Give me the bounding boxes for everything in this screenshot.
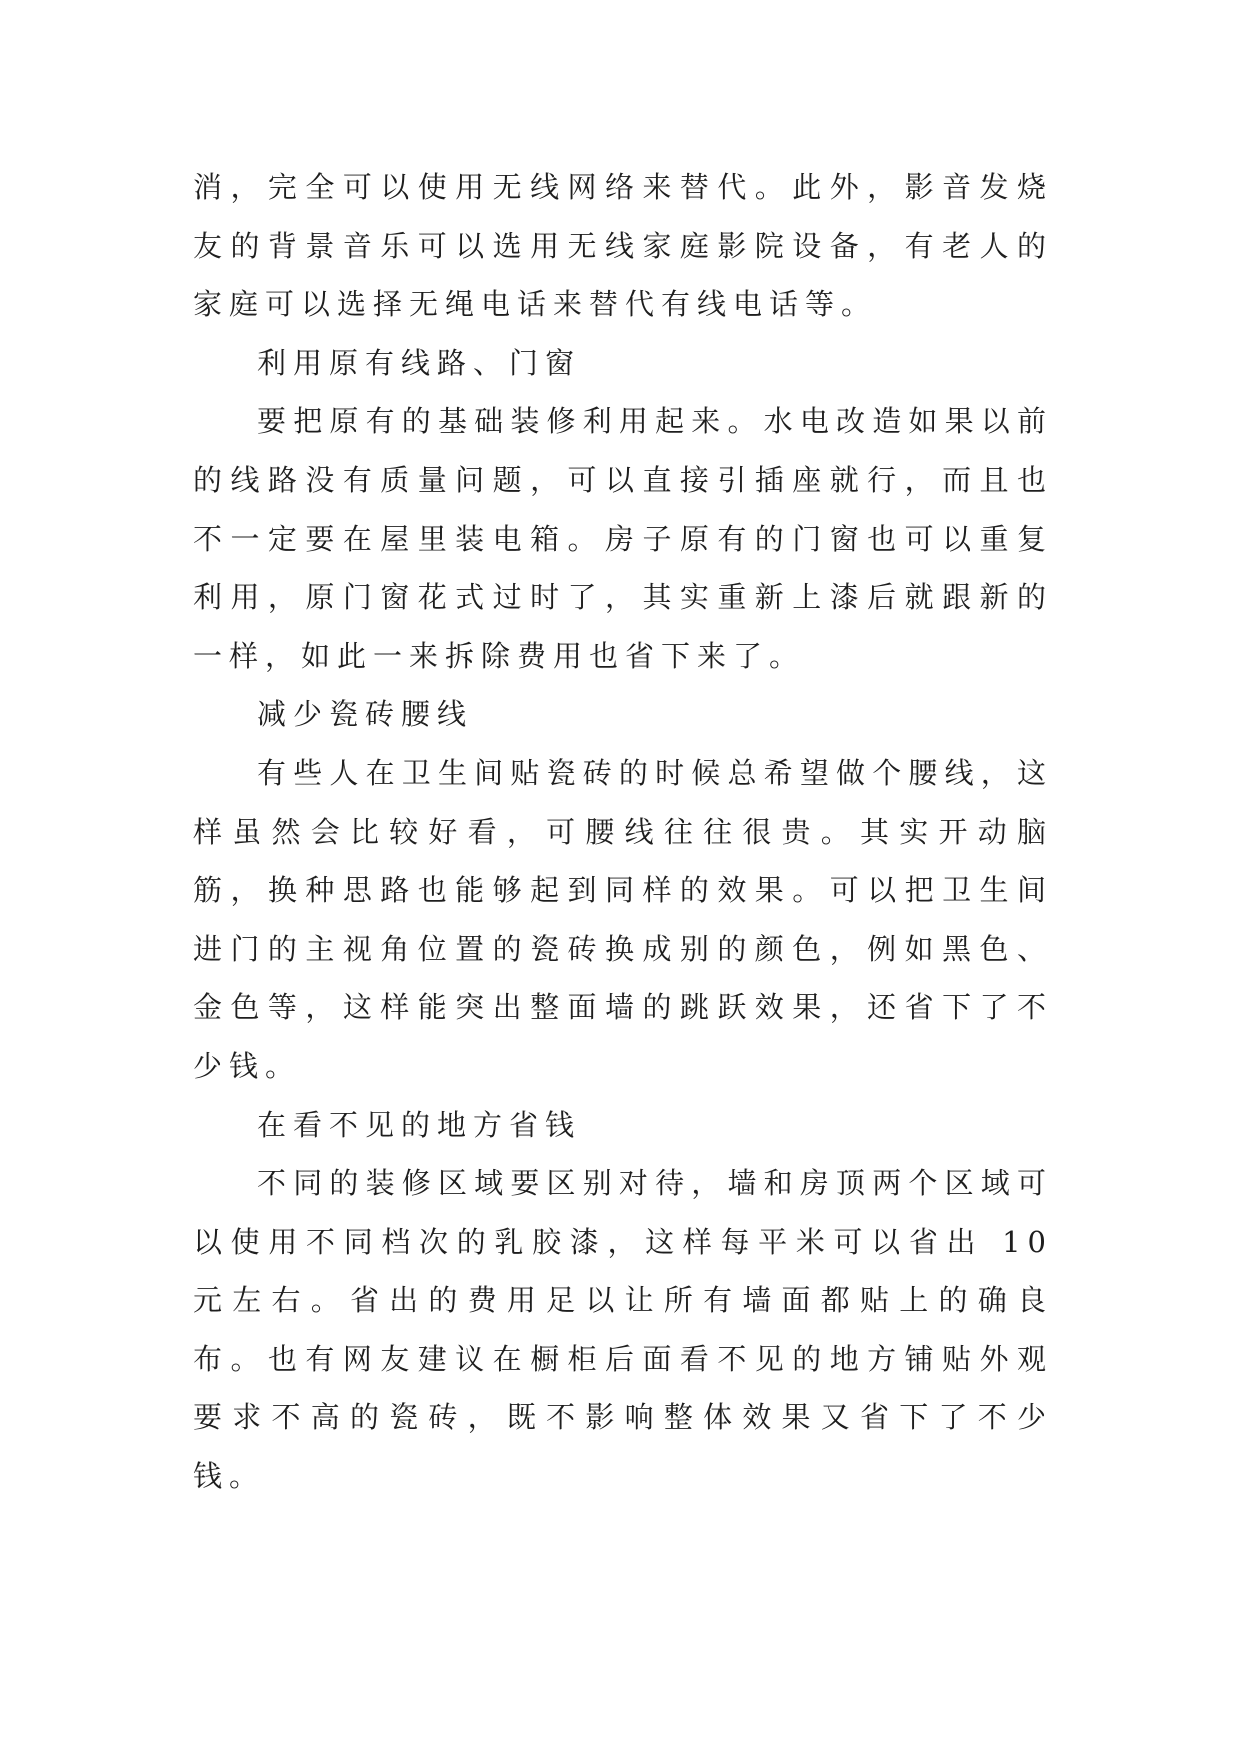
document-body bbox=[193, 158, 1053, 1506]
paragraph-reuse-wiring-doors: 要把原有的基础装修利用起来。水电改造如果以前的线路没有质量问题，可以直接引插座就行，而且也不一定要在屋里装电箱。房子原有的门窗也可以重复利用，原门窗花式过时了，其实重新上漆后就跟新的一样，如此一来拆除费用也省下来了。 bbox=[193, 404, 1053, 673]
section-heading-save-hidden-areas: 在看不见的地方省钱 bbox=[257, 1107, 582, 1142]
section-heading-reduce-tile-trim: 减少瓷砖腰线 bbox=[257, 697, 474, 732]
paragraph-continuation: 消，完全可以使用无线网络来替代。此外，影音发烧友的背景音乐可以选用无线家庭影院设备，有老人的家庭可以选择无绳电话来替代有线电话等。 bbox=[193, 170, 1053, 322]
section-heading-reuse-wiring-doors: 利用原有线路、门窗 bbox=[257, 345, 582, 380]
paragraph-save-hidden-areas: 不同的装修区域要区别对待，墙和房顶两个区域可以使用不同档次的乳胶漆，这样每平米可以省出 10 元左右。省出的费用足以让所有墙面都贴上的确良布。也有网友建议在橱柜后面看不见的地方铺贴外观要求不高的瓷砖，既不影响整体效果又省下了不少钱。 bbox=[193, 1166, 1053, 1494]
paragraph-reduce-tile-trim: 有些人在卫生间贴瓷砖的时候总希望做个腰线，这样虽然会比较好看，可腰线往往很贵。其实开动脑筋，换种思路也能够起到同样的效果。可以把卫生间进门的主视角位置的瓷砖换成别的颜色，例如黑色、金色等，这样能突出整面墙的跳跃效果，还省下了不少钱。 bbox=[193, 755, 1053, 1083]
